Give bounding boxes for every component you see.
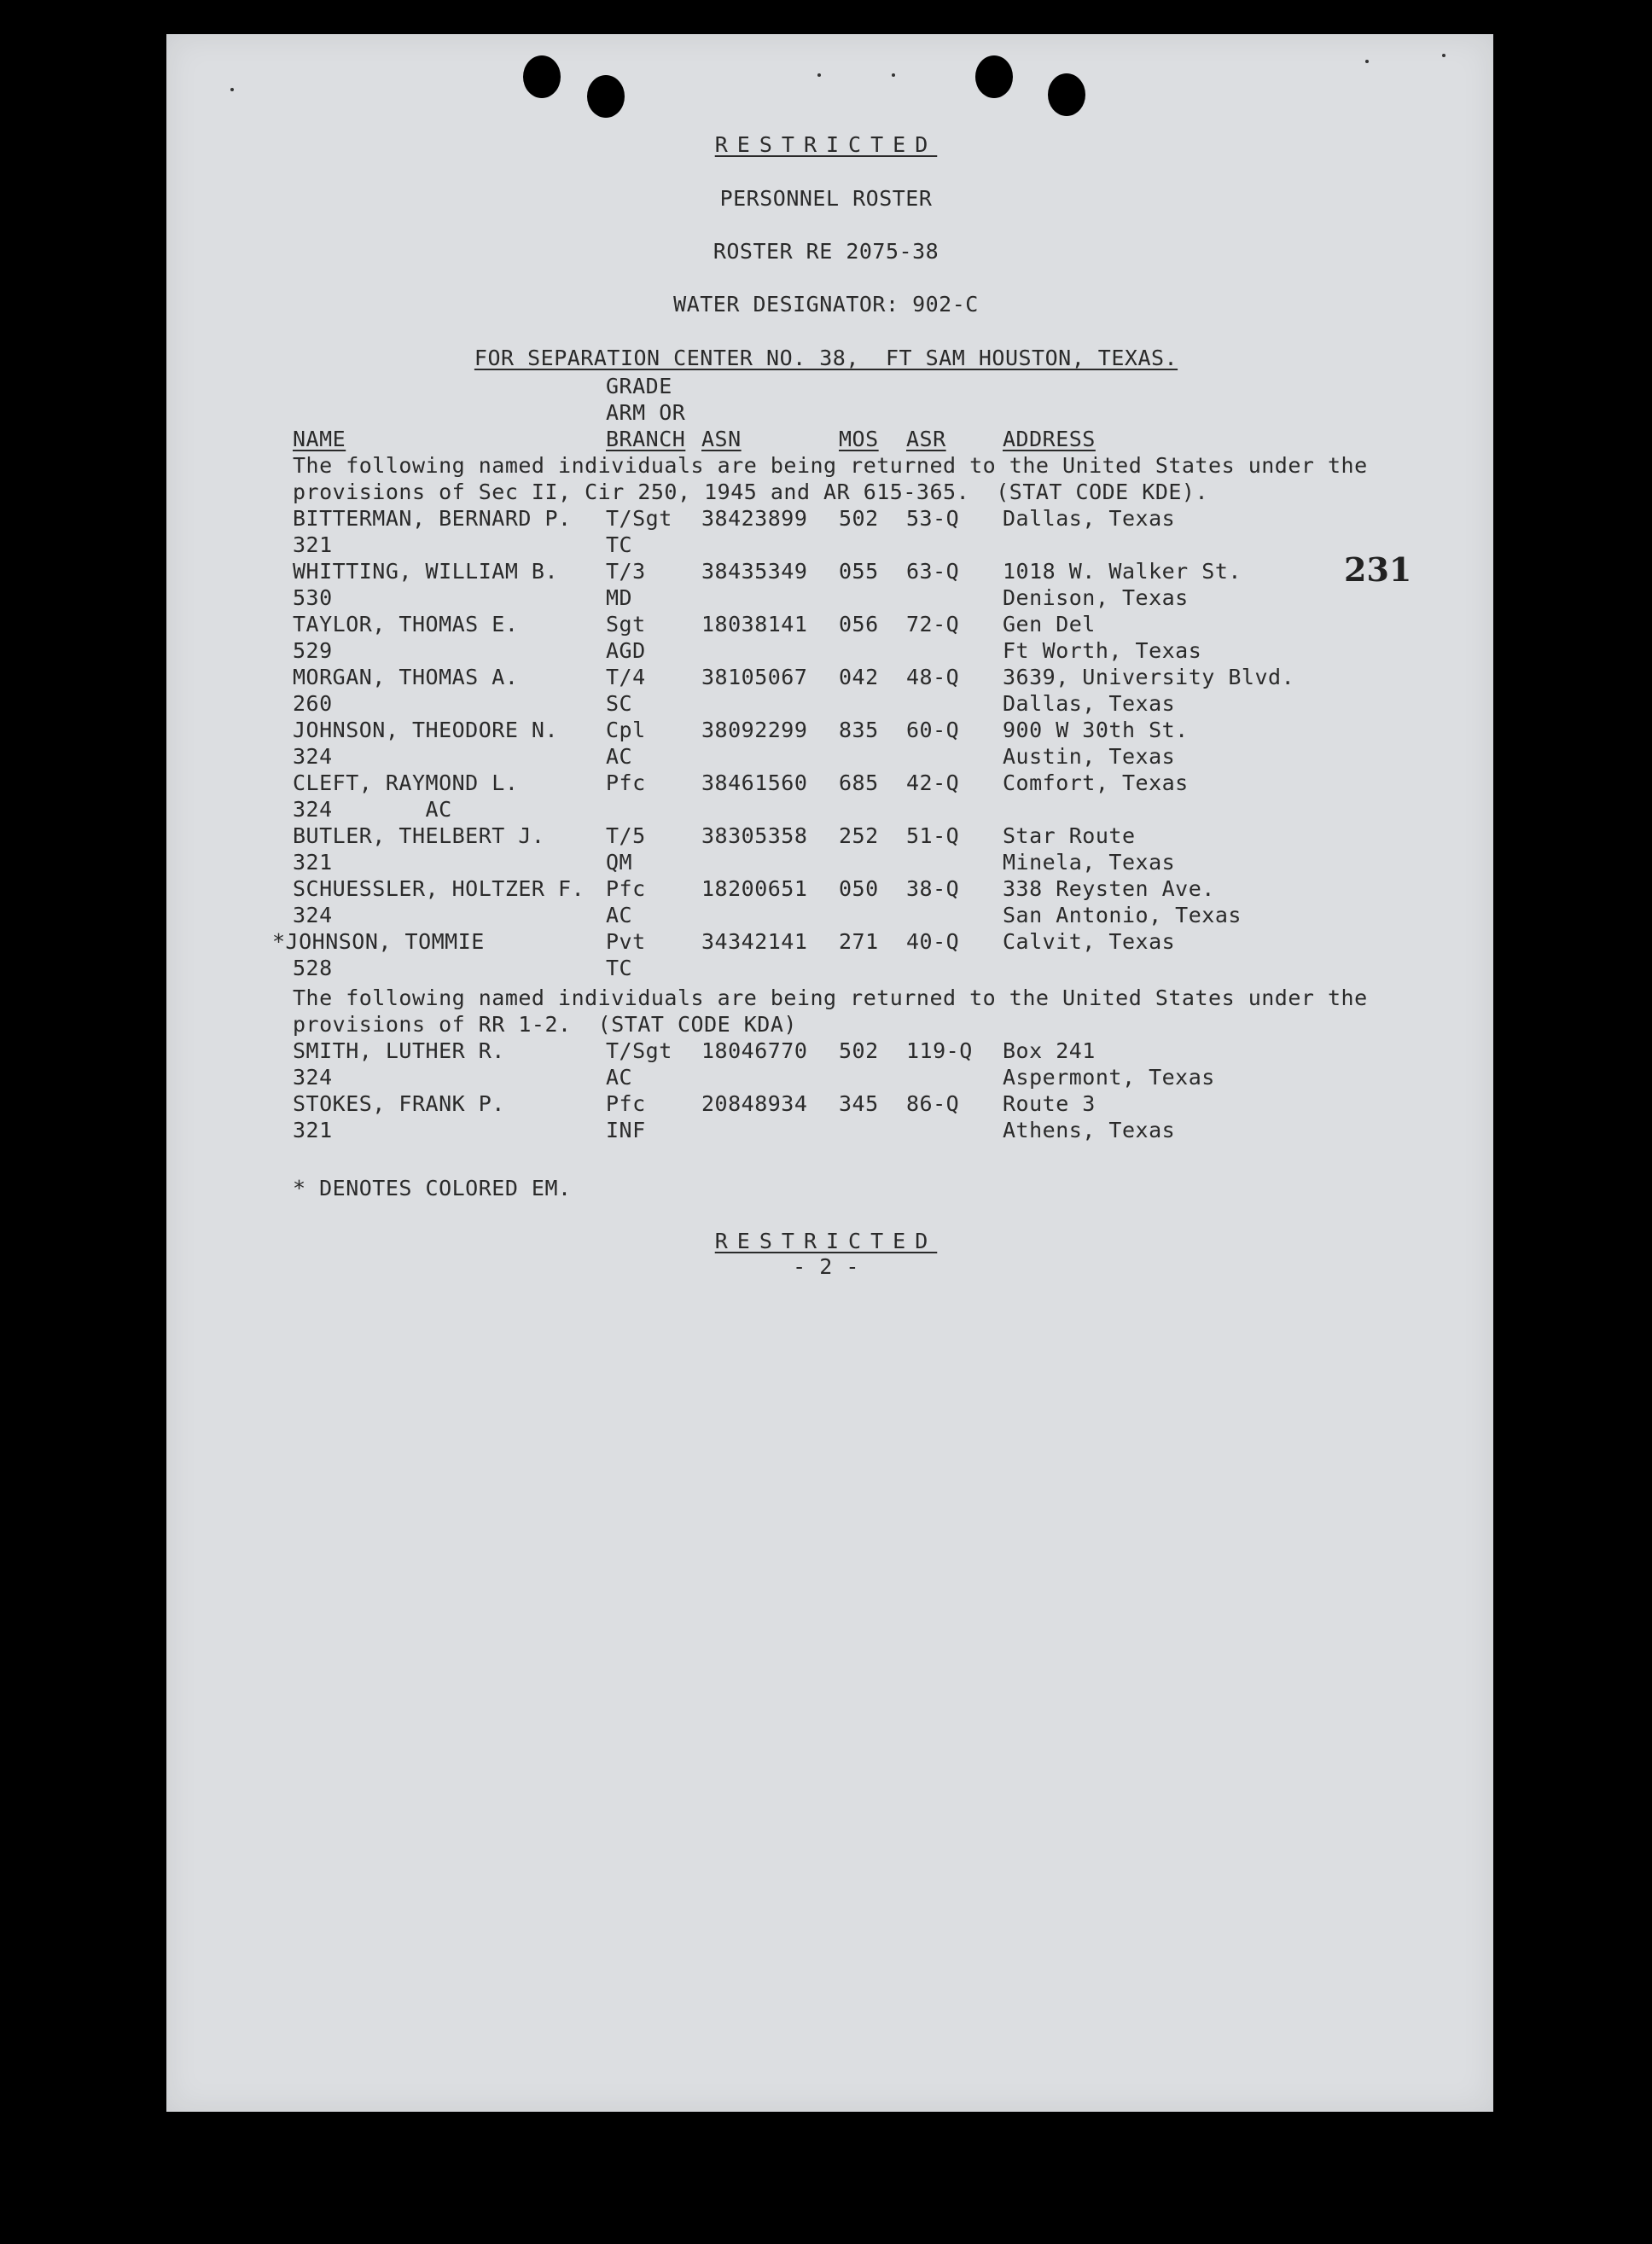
row-mos: 835 bbox=[839, 718, 879, 742]
punch-hole bbox=[587, 75, 625, 118]
punch-hole bbox=[1048, 73, 1085, 116]
row-branch: MD bbox=[606, 585, 633, 610]
row-address-line-1: 338 Reysten Ave. bbox=[1003, 876, 1215, 901]
row-mos: 055 bbox=[839, 559, 879, 584]
col-asr: ASR bbox=[906, 427, 946, 451]
row-asr: 38-Q bbox=[906, 876, 960, 901]
row-address-line-2: Denison, Texas bbox=[1003, 585, 1189, 610]
row-asn: 18038141 bbox=[701, 612, 808, 637]
row-grade: Sgt bbox=[606, 612, 646, 637]
row-code: 528 bbox=[293, 956, 333, 980]
row-mos: 502 bbox=[839, 1038, 879, 1063]
row-asr: 119-Q bbox=[906, 1038, 973, 1063]
row-mos: 042 bbox=[839, 665, 879, 689]
row-asr: 86-Q bbox=[906, 1091, 960, 1116]
row-address-line-1: Comfort, Texas bbox=[1003, 770, 1189, 795]
row-address-line-1: Calvit, Texas bbox=[1003, 929, 1176, 954]
row-asn: 38435349 bbox=[701, 559, 808, 584]
row-asn: 38461560 bbox=[701, 770, 808, 795]
row-grade: T/Sgt bbox=[606, 506, 672, 531]
speck bbox=[892, 73, 895, 77]
row-name: WHITTING, WILLIAM B. bbox=[293, 559, 559, 584]
row-address-line-1: Route 3 bbox=[1003, 1091, 1096, 1116]
roster-number: ROSTER RE 2075-38 bbox=[713, 239, 939, 264]
row-asr: 53-Q bbox=[906, 506, 960, 531]
row-asr: 42-Q bbox=[906, 770, 960, 795]
punch-hole bbox=[975, 55, 1013, 98]
footnote: * DENOTES COLORED EM. bbox=[293, 1176, 572, 1200]
row-grade: T/3 bbox=[606, 559, 646, 584]
row-branch: AC bbox=[606, 744, 633, 769]
row-address-line-1: 900 W 30th St. bbox=[1003, 718, 1189, 742]
row-branch: QM bbox=[606, 850, 633, 875]
stamp-number: 231 bbox=[1344, 550, 1412, 589]
row-address-line-2: Austin, Texas bbox=[1003, 744, 1176, 769]
row-address-line-2: Aspermont, Texas bbox=[1003, 1065, 1215, 1090]
section2-intro-2: provisions of RR 1-2. (STAT CODE KDA) bbox=[293, 1012, 797, 1037]
row-code: 324 bbox=[293, 903, 333, 927]
row-asn: 20848934 bbox=[701, 1091, 808, 1116]
row-name: BUTLER, THELBERT J. bbox=[293, 823, 545, 848]
row-branch: SC bbox=[606, 691, 633, 716]
col-address: ADDRESS bbox=[1003, 427, 1096, 451]
row-name: STOKES, FRANK P. bbox=[293, 1091, 505, 1116]
row-grade: Pvt bbox=[606, 929, 646, 954]
row-address-line-1: Star Route bbox=[1003, 823, 1136, 848]
row-branch: AC bbox=[606, 903, 633, 927]
col-grade: GRADE bbox=[606, 374, 672, 398]
col-arm-or: ARM OR bbox=[606, 400, 686, 425]
row-asr: 60-Q bbox=[906, 718, 960, 742]
row-mos: 685 bbox=[839, 770, 879, 795]
row-name: JOHNSON, THEODORE N. bbox=[293, 718, 559, 742]
row-address-line-1: Box 241 bbox=[1003, 1038, 1096, 1063]
row-branch: AGD bbox=[606, 638, 646, 663]
separation-center: FOR SEPARATION CENTER NO. 38, FT SAM HOUSTON, TEXAS. bbox=[474, 346, 1178, 370]
row-code: 321 bbox=[293, 532, 333, 557]
row-code: 324 AC bbox=[293, 797, 452, 822]
row-asn: 38305358 bbox=[701, 823, 808, 848]
row-address-line-1: 1018 W. Walker St. bbox=[1003, 559, 1242, 584]
row-asn: 38105067 bbox=[701, 665, 808, 689]
row-mos: 271 bbox=[839, 929, 879, 954]
speck bbox=[230, 88, 234, 91]
row-mos: 056 bbox=[839, 612, 879, 637]
speck bbox=[1442, 54, 1446, 57]
row-name: MORGAN, THOMAS A. bbox=[293, 665, 519, 689]
row-address-line-2: Ft Worth, Texas bbox=[1003, 638, 1202, 663]
row-address-line-1: Dallas, Texas bbox=[1003, 506, 1176, 531]
row-address-line-1: 3639, University Blvd. bbox=[1003, 665, 1295, 689]
row-grade: Cpl bbox=[606, 718, 646, 742]
row-branch: TC bbox=[606, 532, 633, 557]
punch-hole bbox=[523, 55, 561, 98]
row-address-line-2: San Antonio, Texas bbox=[1003, 903, 1242, 927]
row-asn: 18200651 bbox=[701, 876, 808, 901]
row-branch: TC bbox=[606, 956, 633, 980]
row-grade: T/Sgt bbox=[606, 1038, 672, 1063]
row-asn: 34342141 bbox=[701, 929, 808, 954]
row-branch: INF bbox=[606, 1118, 646, 1142]
col-name: NAME bbox=[293, 427, 346, 451]
row-asr: 72-Q bbox=[906, 612, 960, 637]
row-asr: 63-Q bbox=[906, 559, 960, 584]
row-branch: AC bbox=[606, 1065, 633, 1090]
row-asr: 40-Q bbox=[906, 929, 960, 954]
row-code: 529 bbox=[293, 638, 333, 663]
row-mos: 502 bbox=[839, 506, 879, 531]
page-number: - 2 - bbox=[793, 1254, 859, 1279]
row-grade: T/4 bbox=[606, 665, 646, 689]
row-asr: 48-Q bbox=[906, 665, 960, 689]
row-address-line-2: Athens, Texas bbox=[1003, 1118, 1176, 1142]
row-code: 530 bbox=[293, 585, 333, 610]
row-grade: Pfc bbox=[606, 770, 646, 795]
row-address-line-2: Dallas, Texas bbox=[1003, 691, 1176, 716]
water-designator: WATER DESIGNATOR: 902-C bbox=[673, 292, 979, 317]
row-name: SCHUESSLER, HOLTZER F. bbox=[293, 876, 585, 901]
row-asn: 38092299 bbox=[701, 718, 808, 742]
row-grade: Pfc bbox=[606, 876, 646, 901]
col-mos: MOS bbox=[839, 427, 879, 451]
row-grade: Pfc bbox=[606, 1091, 646, 1116]
row-name: SMITH, LUTHER R. bbox=[293, 1038, 505, 1063]
row-code: 321 bbox=[293, 850, 333, 875]
speck bbox=[817, 73, 821, 77]
row-mos: 050 bbox=[839, 876, 879, 901]
row-code: 321 bbox=[293, 1118, 333, 1142]
row-code: 324 bbox=[293, 1065, 333, 1090]
row-name: BITTERMAN, BERNARD P. bbox=[293, 506, 572, 531]
classification-top: RESTRICTED bbox=[714, 132, 938, 157]
row-asr: 51-Q bbox=[906, 823, 960, 848]
row-grade: T/5 bbox=[606, 823, 646, 848]
section2-intro-1: The following named individuals are being returned to the United States under the bbox=[293, 985, 1368, 1010]
classification-bottom: RESTRICTED bbox=[714, 1229, 938, 1253]
row-asn: 18046770 bbox=[701, 1038, 808, 1063]
row-mos: 252 bbox=[839, 823, 879, 848]
row-mos: 345 bbox=[839, 1091, 879, 1116]
row-asn: 38423899 bbox=[701, 506, 808, 531]
section1-intro-2: provisions of Sec II, Cir 250, 1945 and AR 615-365. (STAT CODE KDE). bbox=[293, 480, 1209, 504]
section1-intro-1: The following named individuals are being returned to the United States under the bbox=[293, 453, 1368, 478]
col-asn: ASN bbox=[701, 427, 742, 451]
row-code: 324 bbox=[293, 744, 333, 769]
row-code: 260 bbox=[293, 691, 333, 716]
row-name: TAYLOR, THOMAS E. bbox=[293, 612, 519, 637]
speck bbox=[1365, 60, 1369, 63]
col-branch: BRANCH bbox=[606, 427, 686, 451]
row-address-line-2: Minela, Texas bbox=[1003, 850, 1176, 875]
row-name: CLEFT, RAYMOND L. bbox=[293, 770, 519, 795]
row-name: *JOHNSON, TOMMIE bbox=[272, 929, 485, 954]
row-address-line-1: Gen Del bbox=[1003, 612, 1096, 637]
document-title: PERSONNEL ROSTER bbox=[719, 186, 933, 211]
